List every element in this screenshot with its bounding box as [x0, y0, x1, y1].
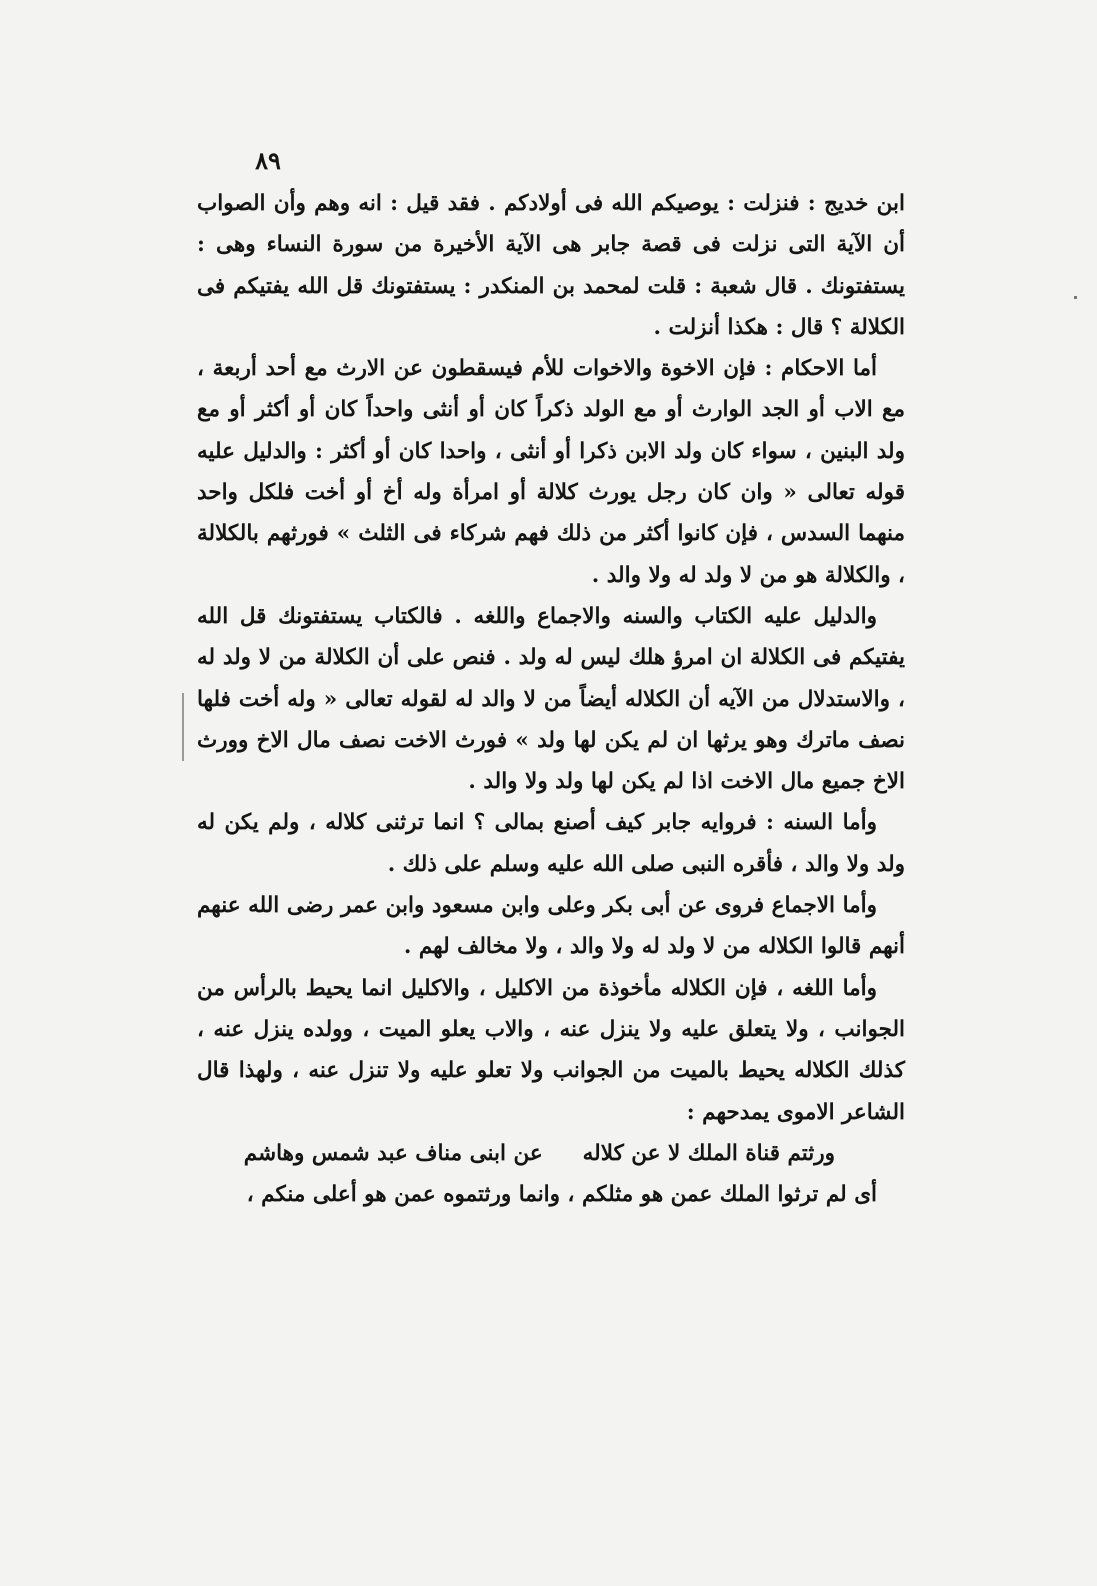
paragraph-sunnah: وأما السنه : فروايه جابر كيف أصنع بمالى ؟ انما ترثنى كلاله ، ولم يكن له ولد ولا والد ، فأقره النبى صلى الله عليه وسلم على ذلك . — [197, 810, 905, 877]
paragraph-rulings: أما الاحكام : فإن الاخوة والاخوات للأم فيسقطون عن الارث مع أحد أربعة ، مع الاب أو الجد الوارث أو مع الولد ذكراً كان أو أنثى واحداً كان أو أكثر أو مع ولد البنين ، سواء كان ولد الابن ذكرا أو أنثى ، واحدا كان أو أكثر : والدليل عليه قوله تعالى « وان كان رجل يورث كلالة أو امرأة وله أخ أو أخت فلكل واحد منهما السدس ، فإن كانوا أكثر من ذلك فهم شركاء فى الثلث » فورثهم بالكلالة ، والكلالة هو من لا ولد له ولا والد . — [197, 356, 905, 588]
paragraph-language: وأما اللغه ، فإن الكلاله مأخوذة من الاكليل ، والاكليل انما يحيط بالرأس من الجوانب ، ولا يتعلق عليه ولا ينزل عنه ، والاب يعلو الميت ، وولده ينزل عنه ، كذلك الكلاله يحيط بالميت من الجوانب ولا تعلو عليه ولا تنزل عنه ، ولهذا قال الشاعر الاموى يمدحهم : — [197, 975, 905, 1125]
page-number: ٨٩ — [255, 146, 281, 175]
verse-first-hemistich: ورثتم قناة الملك لا عن كلاله — [582, 1140, 835, 1166]
body-text — [197, 183, 905, 1215]
verse-second-hemistich: عن ابنى مناف عبد شمس وهاشم — [243, 1140, 543, 1166]
margin-mark — [182, 693, 184, 761]
poetry-verse — [197, 1133, 905, 1174]
paragraph-evidence: والدليل عليه الكتاب والسنه والاجماع واللغه . فالكتاب يستفتونك قل الله يفتيكم فى الكلالة ان امرؤ هلك ليس له ولد . فنص على أن الكلالة من لا ولد له ، والاستدلال من الآيه أن الكلاله أيضاً من لا والد له لقوله تعالى « وله أخت فلها نصف ماترك وهو يرثها ان لم يكن لها ولد » فورث الاخت نصف مال الاخ وورث الاخ جميع مال الاخت اذا لم يكن لها ولد ولا والد . — [197, 603, 905, 795]
edge-mark — [1074, 296, 1077, 299]
paragraph-consensus: وأما الاجماع فروى عن أبى بكر وعلى وابن مسعود وابن عمر رضى الله عنهم أنهم قالوا الكلاله من لا ولد له ولا والد ، ولا مخالف لهم . — [197, 893, 905, 960]
paragraph-intro: ابن خديج : فنزلت : يوصيكم الله فى أولادكم . فقد قيل : انه وهم وأن الصواب أن الآية التى نزلت فى قصة جابر هى الآية الأخيرة من سورة النساء وهى : يستفتونك . قال شعبة : قلت لمحمد بن المنكدر : يستفتونك قل الله يفتيكم فى الكلالة ؟ قال : هكذا أنزلت . — [197, 191, 905, 340]
closing-line: أى لم ترثوا الملك عمن هو مثلكم ، وانما ورثتموه عمن هو أعلى منكم ، — [246, 1182, 877, 1208]
